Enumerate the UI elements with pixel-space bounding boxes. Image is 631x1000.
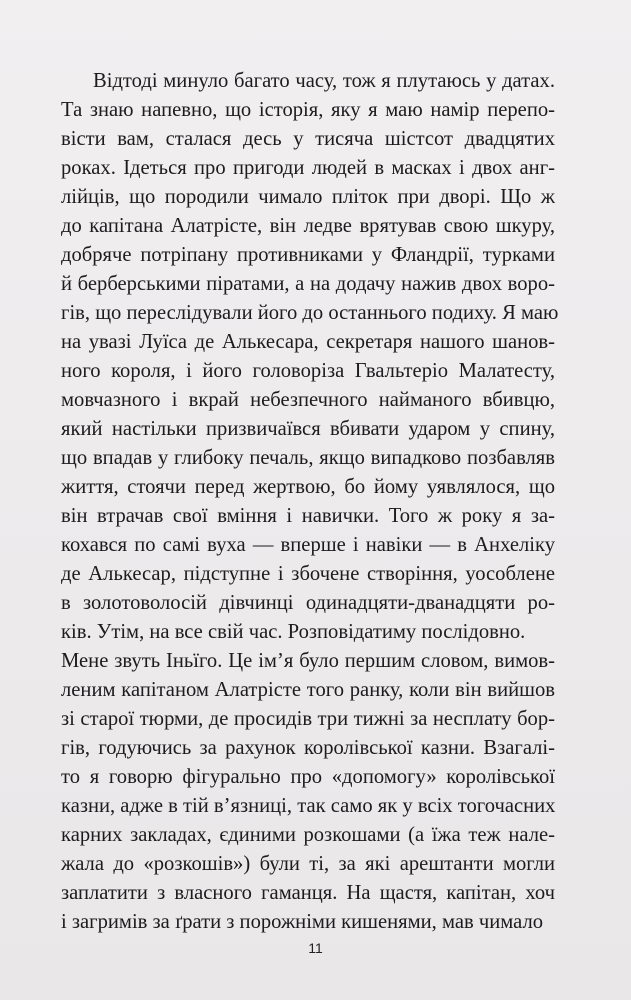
text-line: казни, адже в тій в’язниці, так само як у всіх тогочасних <box>61 795 556 817</box>
text-line: на увазі Луїса де Алькесара, секретаря нашого шанов- <box>61 331 555 353</box>
text-line: вісти вам, сталася десь у тисяча шістсот двадцятих <box>61 128 555 150</box>
text-line: кохався по самі вуха — вперше і навіки — в Анхеліку <box>61 534 555 556</box>
text-line: то я говорю фігурально про «допомогу» королівської <box>61 766 555 788</box>
text-line: гів, що переслідували його до останнього подиху. Я маю <box>61 302 559 324</box>
text-line: ків. Утім, на все свій час. Розповідатиму послідовно. <box>61 621 526 643</box>
text-line: і загримів за ґрати з порожніми кишенями, мав чимало <box>61 911 544 933</box>
text-line: він втрачав свої вміння і навички. Того ж року я за- <box>61 505 555 527</box>
text-line: життя, стоячи перед жертвою, бо йому уявлялося, що <box>61 476 555 498</box>
text-line: жала до «розкошів») були ті, за які арештанти могли <box>61 853 555 875</box>
text-line: Відтоді минуло багато часу, тож я плутаюсь у датах. <box>93 70 555 92</box>
text-line: заплатити з власного гаманця. На щастя, капітан, хоч <box>61 882 555 904</box>
text-line: гів, годуючись за рахунок королівської казни. Взагалі- <box>61 737 555 759</box>
text-line: лійців, що породили чимало пліток при дворі. Що ж <box>61 186 555 208</box>
text-line: де Алькесар, підступне і збочене створіння, уособлене <box>61 563 555 585</box>
text-line: ного короля, і його головоріза Гвальтеріо Малатесту, <box>61 360 555 382</box>
text-line: до капітана Алатрісте, він ледве врятував свою шкуру, <box>61 215 555 237</box>
text-line: й берберськими піратами, а на додачу нажив двох воро- <box>61 273 555 295</box>
text-line: що впадав у глибоку печаль, якщо випадково позбавляв <box>61 447 555 469</box>
text-line: Та знаю напевно, що історія, яку я маю намір перепо- <box>61 99 555 121</box>
text-line: леним капітаном Алатрісте того ранку, коли він вийшов <box>61 679 555 701</box>
text-line: Мене звуть Іньїго. Це ім’я було першим словом, вимов- <box>61 650 555 672</box>
text-line: карних закладах, єдиними розкошами (а їжа теж нале- <box>61 824 555 846</box>
text-line: який настільки призвичаївся вбивати ударом у спину, <box>61 418 555 440</box>
text-line: мовчазного і вкрай небезпечного найманого вбивцю, <box>61 389 555 411</box>
text-line: в золотоволосій дівчинці одинадцяти-дванадцяти ро- <box>61 592 555 614</box>
text-line: роках. Ідеться про пригоди людей в масках і двох анг- <box>61 157 555 179</box>
text-line: добряче потріпану противниками у Фландрії, турками <box>61 244 555 266</box>
text-line: зі старої тюрми, де просидів три тижні за несплату бор- <box>61 708 555 730</box>
page-number: 11 <box>308 940 323 956</box>
